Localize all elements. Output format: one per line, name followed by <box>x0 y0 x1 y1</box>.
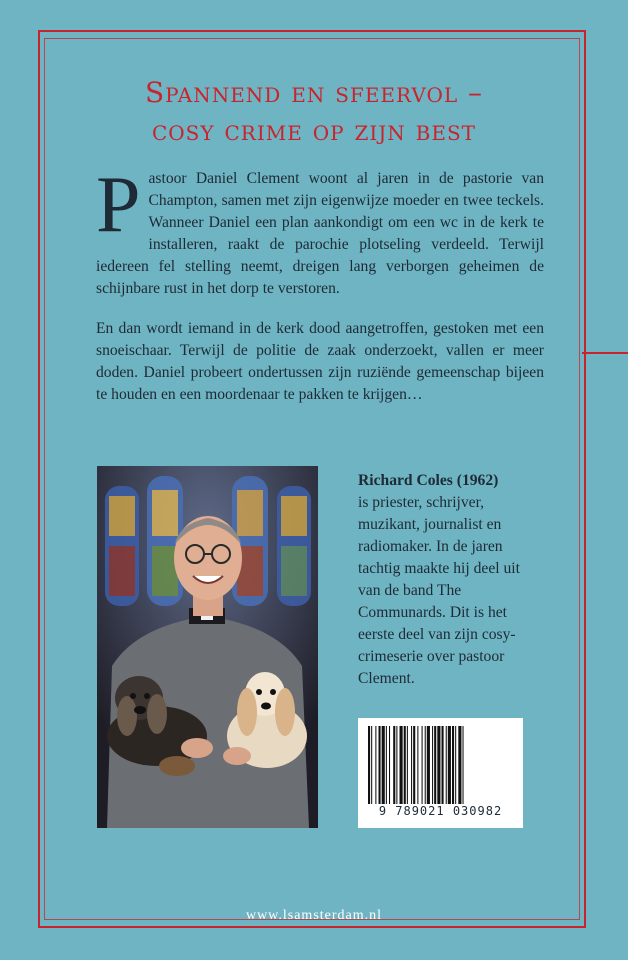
barcode-bar <box>400 726 403 804</box>
barcode-bar <box>434 726 436 804</box>
barcode-bar <box>452 726 454 804</box>
barcode-bar <box>458 726 461 804</box>
headline-line-2: cosy crime op zijn best <box>151 114 477 147</box>
barcode-bar <box>446 726 447 804</box>
barcode-bar <box>442 726 444 804</box>
barcode-bars <box>368 726 513 804</box>
blurb-paragraph-2: En dan wordt iemand in de kerk dood aangetroffen, gestoken met een snoeischaar. Terwijl de politie de zaak onderzoekt, vallen er meer doden. Daniel probeert ondertussen zijn ruziënde gemeenschap bijeen te houden en een moordenaar te pakken te krijgen… <box>96 320 544 403</box>
author-name: Richard Coles (1962) <box>358 472 499 489</box>
barcode-bar <box>432 726 433 804</box>
barcode-bar <box>411 726 412 804</box>
author-photo-illustration <box>97 466 318 828</box>
barcode-bar <box>407 726 408 804</box>
barcode-bar <box>437 726 440 804</box>
barcode-bar <box>396 726 397 804</box>
barcode-bar <box>448 726 451 804</box>
barcode-bar <box>375 726 376 804</box>
red-side-tick <box>582 352 628 354</box>
author-bio-text: is priester, schrijver, muzikant, journalist en radiomaker. In de jaren tachtig maakte hij deel uit van de band The Communards. Dit is het eerste deel van zijn cosy-crimeserie over pastoor Clement. <box>358 494 520 687</box>
barcode-bar <box>386 726 387 804</box>
barcode-bar <box>389 726 390 804</box>
barcode-bar <box>455 726 456 804</box>
barcode-bar <box>425 726 426 804</box>
blurb-paragraph-1-text: astoor Daniel Clement woont al jaren in de pastorie van Champton, samen met zijn eigenwijze moeder en twee teckels. Wanneer Daniel een plan aankondigt om een wc in de kerk te installeren, raakt de parochie plotseling verdeeld. Terwijl iedereen fel stelling neemt, dreigen lang verborgen geheimen de schijnbare rust in het dorp te verstoren. <box>96 170 544 297</box>
barcode-bar <box>427 726 430 804</box>
barcode-bar <box>371 726 372 804</box>
publisher-website: www.lsamsterdam.nl <box>245 908 383 923</box>
barcode-bar <box>413 726 415 804</box>
isbn-number: 9 789021 030982 <box>378 804 503 818</box>
barcode-bar <box>393 726 395 804</box>
author-photo <box>97 466 318 828</box>
headline <box>70 74 558 150</box>
blurb-paragraph-1 <box>96 161 544 300</box>
drop-cap: P <box>96 161 141 249</box>
barcode-bar <box>404 726 406 804</box>
barcode-bar <box>422 726 423 804</box>
barcode-bar <box>379 726 381 804</box>
barcode <box>358 718 523 828</box>
barcode-bar <box>417 726 418 804</box>
author-bio <box>358 470 533 690</box>
headline-line-1: Spannend en sfeervol – <box>144 76 484 109</box>
barcode-bar <box>382 726 385 804</box>
barcode-bar <box>368 726 370 804</box>
barcode-bar <box>463 726 464 804</box>
